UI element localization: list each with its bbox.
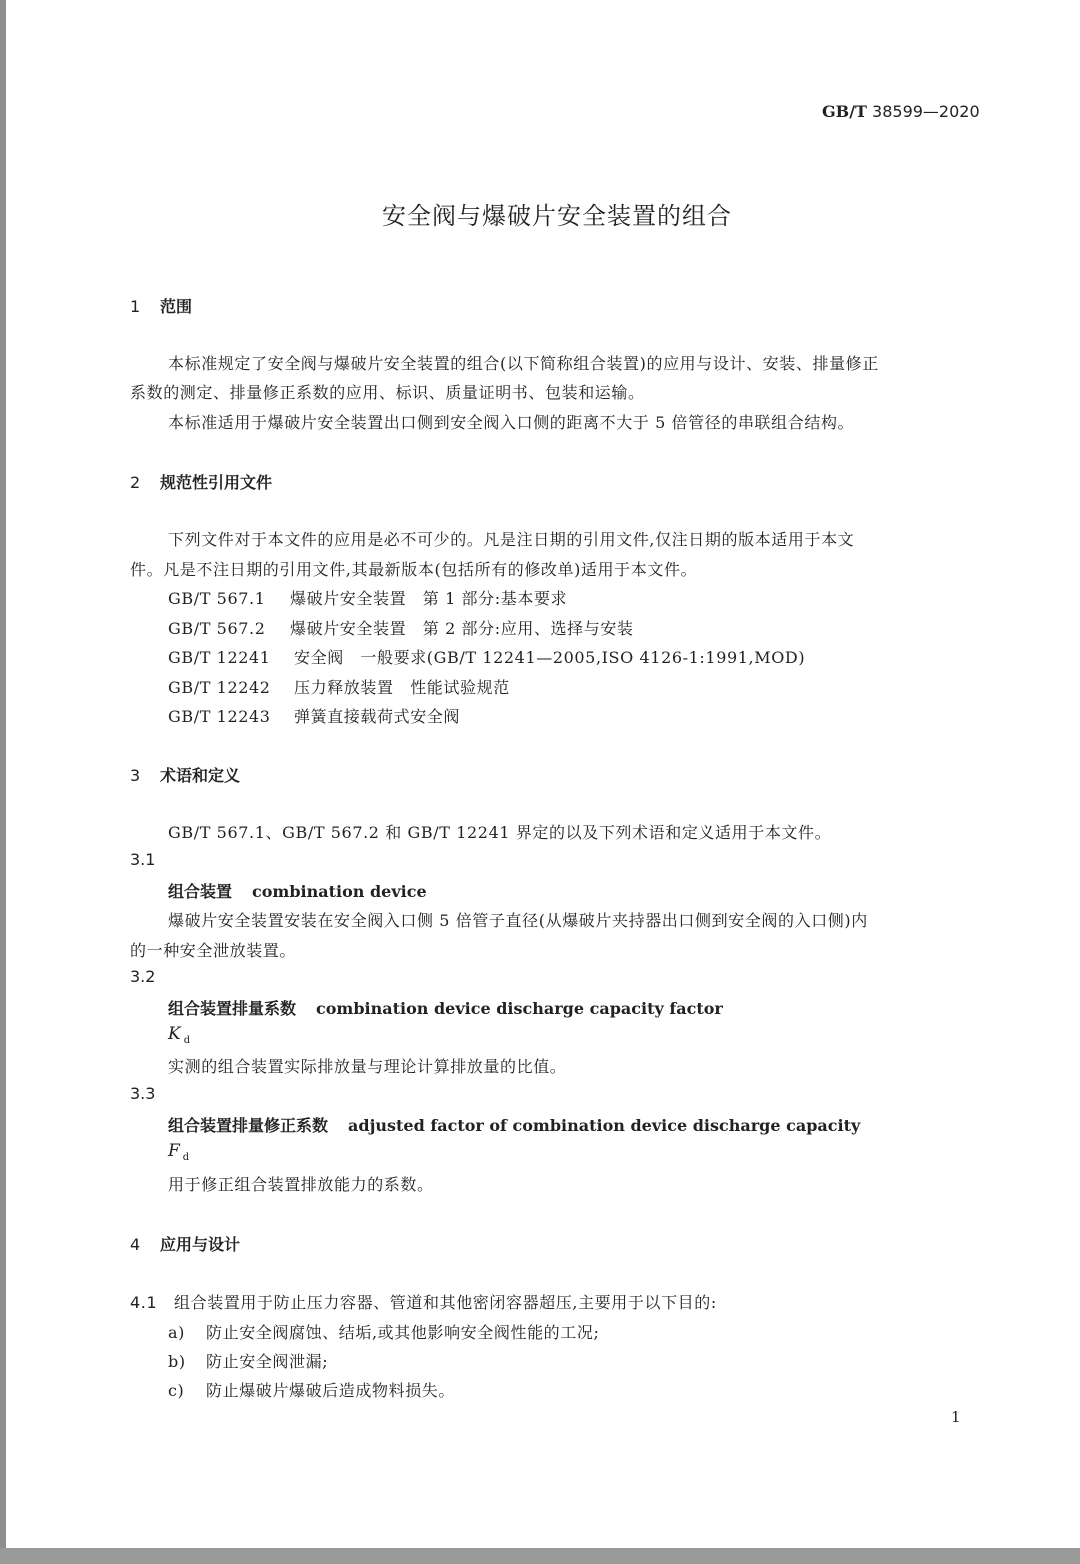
term-3-2-definition: 实测的组合装置实际排放量与理论计算排放量的比值。 xyxy=(168,1057,567,1076)
reference-item: GB/T 567.1 爆破片安全装置 第 1 部分:基本要求 xyxy=(168,589,568,608)
s2-intro-line1: 下列文件对于本文件的应用是必不可少的。凡是注日期的引用文件,仅注日期的版本适用于本文 xyxy=(168,530,855,549)
clause-number-3-1: 3.1 xyxy=(130,850,156,869)
reference-item: GB/T 12242 压力释放装置 性能试验规范 xyxy=(168,678,510,697)
term-3-3: 组合装置排量修正系数 adjusted factor of combination device discharge capacity xyxy=(168,1116,861,1135)
s1-para2: 本标准适用于爆破片安全装置出口侧到安全阀入口侧的距离不大于 5 倍管径的串联组合结构。 xyxy=(168,413,855,432)
s3-intro: GB/T 567.1、GB/T 567.2 和 GB/T 12241 界定的以及下列术语和定义适用于本文件。 xyxy=(168,823,832,842)
s1-para1-line2: 系数的测定、排量修正系数的应用、标识、质量证明书、包装和运输。 xyxy=(130,383,645,402)
symbol-kd: K $_d$ xyxy=(168,1024,191,1047)
document-title: 安全阀与爆破片安全装置的组合 xyxy=(382,202,732,230)
list-item: b) 防止安全阀泄漏; xyxy=(168,1352,329,1371)
list-item: a) 防止安全阀腐蚀、结垢,或其他影响安全阀性能的工况; xyxy=(168,1323,600,1342)
reference-item: GB/T 12241 安全阀 一般要求(GB/T 12241—2005,ISO 4126-1:1991,MOD) xyxy=(168,648,806,667)
section-2-heading: 2 规范性引用文件 xyxy=(130,473,273,492)
term-3-3-definition: 用于修正组合装置排放能力的系数。 xyxy=(168,1175,434,1194)
term-3-1-definition-line2: 的一种安全泄放装置。 xyxy=(130,941,297,960)
term-3-1-definition-line1: 爆破片安全装置安装在安全阀入口侧 5 倍管子直径(从爆破片夹持器出口侧到安全阀的入口侧)内 xyxy=(168,911,868,930)
term-3-1: 组合装置 combination device xyxy=(168,882,427,901)
page-number: 1 xyxy=(951,1408,961,1426)
clause-number-3-3: 3.3 xyxy=(130,1084,156,1103)
standard-number: GB/T 38599—2020 xyxy=(822,102,980,121)
symbol-fd: F $_d$ xyxy=(168,1141,190,1164)
section-3-heading: 3 术语和定义 xyxy=(130,766,241,785)
section-4-heading: 4 应用与设计 xyxy=(130,1235,241,1254)
s2-intro-line2: 件。凡是不注日期的引用文件,其最新版本(包括所有的修改单)适用于本文件。 xyxy=(130,560,698,579)
page-left-edge xyxy=(0,0,6,1564)
page-bottom-edge xyxy=(0,1548,1080,1564)
term-3-2: 组合装置排量系数 combination device discharge capacity factor xyxy=(168,999,723,1018)
s1-para1-line1: 本标准规定了安全阀与爆破片安全装置的组合(以下简称组合装置)的应用与设计、安装、排量修正 xyxy=(168,354,879,373)
reference-item: GB/T 12243 弹簧直接载荷式安全阀 xyxy=(168,707,461,726)
clause-number-3-2: 3.2 xyxy=(130,967,156,986)
section-1-heading: 1 范围 xyxy=(130,297,193,316)
list-item: c) 防止爆破片爆破后造成物料损失。 xyxy=(168,1381,456,1400)
reference-item: GB/T 567.2 爆破片安全装置 第 2 部分:应用、选择与安装 xyxy=(168,619,634,638)
clause-4-1: 4.1 组合装置用于防止压力容器、管道和其他密闭容器超压,主要用于以下目的: xyxy=(130,1293,717,1312)
